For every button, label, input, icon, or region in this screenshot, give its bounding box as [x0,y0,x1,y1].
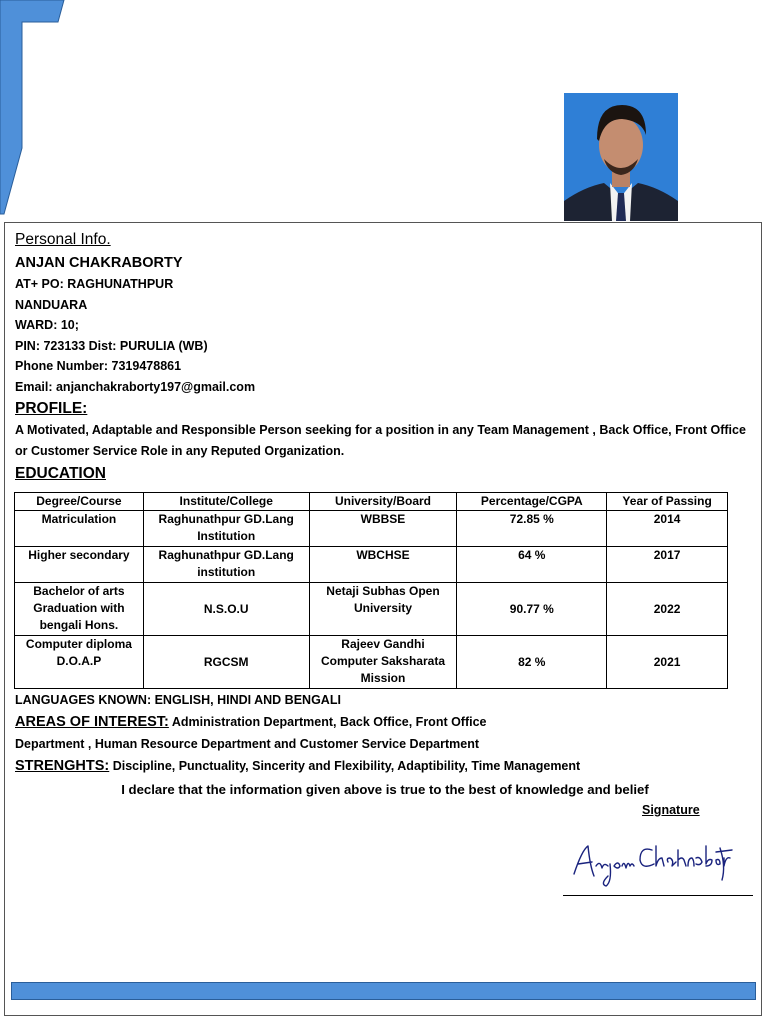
email-address: Email: anjanchakraborty197@gmail.com [15,379,256,394]
table-cell: 64 % [457,547,607,583]
address-line: AT+ PO: RAGHUNATHPUR [15,277,174,291]
table-cell: Rajeev Gandhi Computer Saksharata Mission [309,636,457,689]
table-cell: Raghunathpur GD.Lang Institution [143,511,309,547]
table-row [15,636,728,689]
table-row [15,583,728,636]
interest-text-continued: Department , Human Resource Department and Customer Service Department [15,737,480,751]
footer-bar [11,982,756,1000]
strengths-heading: STRENGHTS: [15,758,110,774]
table-cell: 2021 [607,636,728,689]
languages-known: LANGUAGES KNOWN: ENGLISH, HINDI AND BENGALI [15,693,341,707]
interest-text: Administration Department, Back Office, Front Office [168,715,487,729]
table-cell: RGCSM [143,636,309,689]
profile-text: A Motivated, Adaptable and Responsible Person seeking for a position in any Team Management , Back Office, Front Office or Customer Service Role in any Reputed Organization. [15,423,746,458]
column-header: Degree/Course [15,493,144,511]
signature-line [563,895,753,896]
table-cell: 2017 [607,547,728,583]
table-cell: Raghunathpur GD.Lang institution [143,547,309,583]
address-line: NANDUARA [15,297,88,312]
strengths-text: Discipline, Punctuality, Sincerity and Flexibility, Adaptibility, Time Management [109,759,581,773]
corner-decoration [0,0,70,230]
table-cell: 2014 [607,511,728,547]
education-table [14,492,728,689]
profile-heading: PROFILE: [15,400,88,417]
table-cell: 72.85 % [457,511,607,547]
personal-info-heading: Personal Info. [15,231,111,248]
interest-section [15,711,755,733]
resume-content [15,229,755,801]
education-heading: EDUCATION [15,465,106,482]
phone-number: Phone Number: 7319478861 [15,359,182,373]
profile-photo [564,93,678,221]
column-header: University/Board [309,493,457,511]
table-row [15,547,728,583]
column-header: Percentage/CGPA [457,493,607,511]
address-line: WARD: 10; [15,318,79,332]
column-header: Institute/College [143,493,309,511]
table-cell: 2022 [607,583,728,636]
applicant-name: ANJAN CHAKRABORTY [15,255,183,271]
table-header-row [15,493,728,511]
table-cell: 90.77 % [457,583,607,636]
table-cell: 82 % [457,636,607,689]
table-cell: Matriculation [15,511,144,547]
signature-label: Signature [642,803,700,817]
table-row [15,511,728,547]
handwritten-signature [570,836,735,891]
table-cell: Bachelor of arts Graduation with bengali Hons. [15,583,144,636]
table-cell: WBCHSE [309,547,457,583]
table-cell: WBBSE [309,511,457,547]
declaration-text: I declare that the information given above is true to the best of knowledge and belief [121,782,649,797]
interest-heading: AREAS OF INTEREST: [15,714,169,730]
address-line: PIN: 723133 Dist: PURULIA (WB) [15,338,208,353]
table-cell: Higher secondary [15,547,144,583]
table-cell: N.S.O.U [143,583,309,636]
column-header: Year of Passing [607,493,728,511]
strengths-section [15,755,755,777]
table-cell: Computer diploma D.O.A.P [15,636,144,689]
table-cell: Netaji Subhas Open University [309,583,457,636]
